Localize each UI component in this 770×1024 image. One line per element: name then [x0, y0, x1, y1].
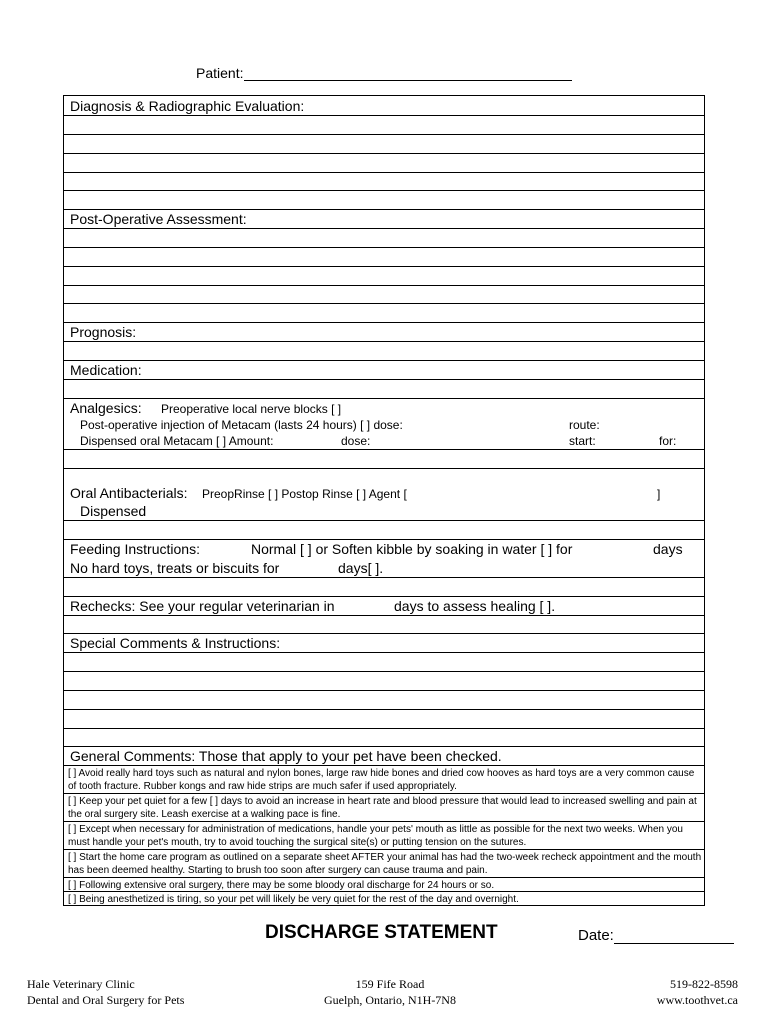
dispensed-for-label: for:: [659, 434, 677, 448]
medication-label: Medication:: [70, 362, 142, 378]
footer-contact: [657, 976, 738, 1008]
antibacterial-options[interactable]: PreopRinse [ ] Postop Rinse [ ] Agent [: [202, 487, 407, 501]
general-item-bloody-discharge[interactable]: [ ] Following extensive oral surgery, there may be some bloody oral discharge for 24 hours or so.: [68, 880, 495, 891]
prognosis-label: Prognosis:: [70, 324, 137, 340]
footer-address: [320, 976, 460, 1008]
rechecks-option[interactable]: days to assess healing [ ].: [394, 598, 556, 614]
no-hard-toys-label: No hard toys, treats or biscuits for: [70, 560, 280, 576]
feeding-days-label: days: [653, 541, 683, 557]
metacam-injection-option[interactable]: Post-operative injection of Metacam (lasts 24 hours) [ ] dose:: [80, 418, 403, 432]
date-label: Date:: [578, 927, 614, 944]
footer-clinic: [27, 976, 184, 1008]
general-item-hard-toys[interactable]: [ ] Avoid really hard toys such as natural and nylon bones, large raw hide bones and dried cow hooves as hard toys are a very common cause of tooth fracture. Rubber kongs and raw hide strips are much safer if used appropriately.: [68, 768, 695, 792]
post-op-label: Post-Operative Assessment:: [70, 211, 247, 227]
preop-nerve-block-option[interactable]: Preoperative local nerve blocks [ ]: [161, 402, 342, 416]
patient-label: Patient:: [196, 65, 244, 81]
general-item-home-care[interactable]: [ ] Start the home care program as outlined on a separate sheet AFTER your animal has had the two-week recheck appointment and the mouth has been deemed healthy. Starting to brush too soon after surgery can cause trauma and pain.: [68, 852, 702, 876]
antibacterial-dispensed-label: Dispensed: [80, 503, 147, 519]
document-title: DISCHARGE STATEMENT: [265, 922, 498, 943]
clinic-name: Hale Veterinary Clinic: [27, 977, 135, 991]
website-link[interactable]: www.toothvet.ca: [656, 993, 738, 1007]
patient-field[interactable]: [196, 65, 572, 81]
general-item-handle-mouth[interactable]: [ ] Except when necessary for administration of medications, handle your pets' mouth as little as possible for the next two weeks. When you must handle your pet's mouth, try to avoid touching the surgical site(s) or putting tension on the sutures.: [68, 824, 683, 848]
dispensed-start-label: start:: [569, 434, 596, 448]
feeding-options[interactable]: Normal [ ] or Soften kibble by soaking in water [ ] for: [251, 541, 573, 557]
diagnosis-label: Diagnosis & Radiographic Evaluation:: [70, 98, 305, 114]
phone-number: 519-822-8598: [670, 977, 738, 991]
date-field[interactable]: [578, 927, 734, 944]
patient-input-line[interactable]: [244, 66, 572, 81]
general-item-keep-quiet[interactable]: [ ] Keep your pet quiet for a few [ ] days to avoid an increase in heart rate and blood pressure that would lead to increased swelling and pain at the oral surgery site. Leash exercise at a walking pace is fine.: [68, 796, 697, 820]
discharge-form: [63, 95, 705, 906]
general-comments-label: General Comments: Those that apply to your pet have been checked.: [70, 748, 502, 764]
dispensed-dose-label: dose:: [341, 434, 371, 448]
injection-route-label: route:: [569, 418, 600, 432]
antibacterials-label: Oral Antibacterials:: [70, 485, 188, 501]
analgesics-label: Analgesics:: [70, 400, 142, 416]
address-line-2: Guelph, Ontario, N1H-7N8: [324, 993, 456, 1007]
date-input-line[interactable]: [614, 928, 734, 944]
agent-close-bracket: ]: [657, 487, 661, 501]
rechecks-label: Rechecks: See your regular veterinarian in: [70, 598, 335, 614]
general-item-anesthesia[interactable]: [ ] Being anesthetized is tiring, so your pet will likely be very quiet for the rest of the day and overnight.: [68, 894, 519, 905]
dispensed-metacam-option[interactable]: Dispensed oral Metacam [ ] Amount:: [80, 434, 274, 448]
clinic-tagline: Dental and Oral Surgery for Pets: [27, 993, 185, 1007]
no-hard-toys-days-option[interactable]: days[ ].: [338, 560, 384, 576]
address-line-1: 159 Fife Road: [355, 977, 425, 991]
feeding-label: Feeding Instructions:: [70, 541, 200, 557]
special-comments-label: Special Comments & Instructions:: [70, 635, 281, 651]
